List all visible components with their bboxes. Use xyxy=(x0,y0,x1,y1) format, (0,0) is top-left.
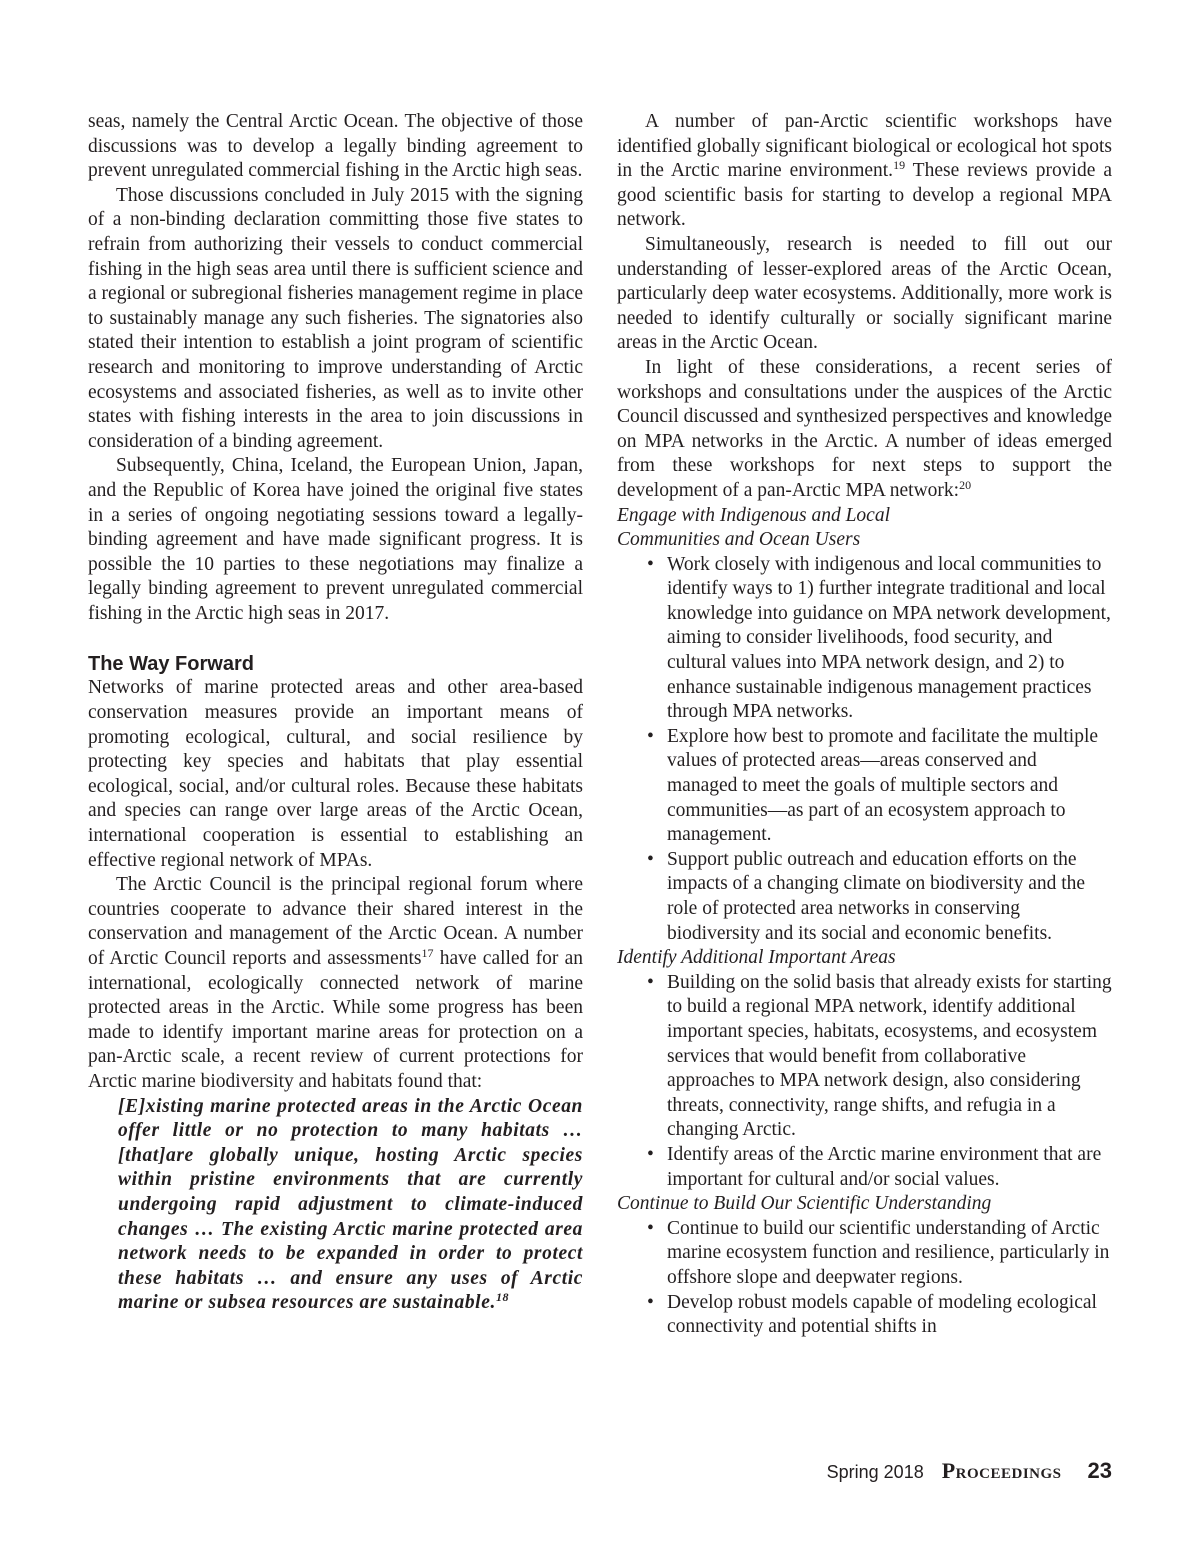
block-quote xyxy=(118,1095,583,1316)
publication-name: Proceedings xyxy=(941,1458,1062,1483)
quote-text: [E]xisting marine protected areas in the Arctic Ocean offer little or no protection to many habitats … [that]are globally unique, hosting Arctic species within pristine environments that are currently undergoing rapid adjustment to climate-induced changes … The existing Arctic marine protected area network needs to be expanded in order to protect these habitats … and ensure any uses of Arctic marine or subsea resources are sustainable. xyxy=(118,1095,583,1314)
page-number: 23 xyxy=(1087,1458,1112,1483)
bullet-icon: • xyxy=(647,1143,654,1165)
bullet-list xyxy=(617,1217,1112,1340)
text: A number of pan-Arctic scientific workshops have identified globally significant biological or ecological hot spots in the Arctic marine environment. xyxy=(617,111,1112,182)
bullet-icon: • xyxy=(647,553,654,575)
paragraph: Subsequently, China, Iceland, the European Union, Japan, and the Republic of Korea have joined the original five states in a series of ongoing negotiating sessions toward a legally-binding agreement and have made significant progress. It is possible the 10 parties to these negotiations may finalize a legally binding agreement to prevent unregulated commercial fishing in the Arctic high seas in 2017. xyxy=(88,455,583,624)
paragraph: Networks of marine protected areas and other area-based conservation measures provide an important means of promoting ecological, cultural, and social resilience by protecting key species and habitats that play essential ecological, social, and/or cultural roles. Because these habitats and species can range over large areas of the Arctic Ocean, international cooperation is essential to establishing an effective regional network of MPAs. xyxy=(88,677,583,871)
bullet-icon: • xyxy=(647,971,654,993)
paragraph xyxy=(617,110,1112,233)
list-item xyxy=(647,971,1112,1143)
text: have called for an international, ecologically connected network of marine protected areas in the Arctic. While some progress has been made to identify important marine areas for protection on a pan-Arctic scale, a recent review of current protections for Arctic marine biodiversity and habitats found that: xyxy=(88,948,583,1092)
bullet-icon: • xyxy=(647,848,654,870)
list-item-text: Support public outreach and education efforts on the impacts of a changing climate on biodiversity and the role of protected area networks in conserving biodiversity and its social and economic benefits. xyxy=(667,848,1086,944)
footnote-ref: 18 xyxy=(495,1290,510,1305)
page-footer xyxy=(827,1458,1112,1484)
bullet-icon: • xyxy=(647,1291,654,1313)
left-column xyxy=(88,110,583,1316)
right-column xyxy=(617,110,1112,1340)
subheading: Engage with Indigenous and Local xyxy=(617,504,890,526)
paragraph: seas, namely the Central Arctic Ocean. The objective of those discussions was to develop a legally binding agreement to prevent unregulated commercial fishing in the Arctic high seas. xyxy=(88,111,583,182)
bullet-list xyxy=(617,553,1112,947)
list-item-text: Identify areas of the Arctic marine environment that are important for cultural and/or social values. xyxy=(667,1143,1102,1190)
list-item xyxy=(647,848,1112,946)
list-item xyxy=(647,725,1112,848)
paragraph: Those discussions concluded in July 2015 with the signing of a non-binding declaration committing those five states to refrain from authorizing their vessels to conduct commercial fishing in the high seas area until there is sufficient science and a regional or subregional fisheries management regime in place to sustainably manage any such fisheries. The signatories also stated their intention to establish a joint program of scientific research and monitoring to improve understanding of Arctic ecosystems and associated fisheries, as well as to invite other states with fishing interests in the area to join discussions in consideration of a binding agreement. xyxy=(88,184,583,452)
bullet-icon: • xyxy=(647,725,654,747)
list-item xyxy=(647,1291,1112,1340)
issue-season: Spring 2018 xyxy=(826,1462,924,1482)
bullet-icon: • xyxy=(647,1217,654,1239)
list-item-text: Building on the solid basis that already exists for starting to build a regional MPA network, identify additional important species, habitats, ecosystems, and ecosystem services that would benefit from collaborative approaches to MPA network design, also considering threats, connectivity, range shifts, and refugia in a changing Arctic. xyxy=(667,971,1112,1141)
section-heading: The Way Forward xyxy=(88,653,254,676)
list-item-text: Work closely with indigenous and local communities to identify ways to 1) further integrate traditional and local knowledge into guidance on MPA network development, aiming to consider livelihoods, food security, and cultural values into MPA network design, and 2) to enhance sustainable indigenous management practices through MPA networks. xyxy=(667,553,1111,723)
text: The Arctic Council is the principal regional forum where countries cooperate to advance their shared interest in the conservation and management of the Arctic Ocean. A number of Arctic Council reports and assessments xyxy=(88,874,583,969)
text: In light of these considerations, a recent series of workshops and consultations under the auspices of the Arctic Council discussed and synthesized perspectives and knowledge on MPA networks in the Arctic. A number of ideas emerged from these workshops for next steps to support the development of a pan-Arctic MPA network: xyxy=(617,356,1112,501)
subheading: Continue to Build Our Scientific Understanding xyxy=(617,1193,992,1215)
list-item-text: Explore how best to promote and facilitate the multiple values of protected areas—areas conserved and managed to meet the goals of multiple sectors and communities—as part of an ecosystem approach to management. xyxy=(667,725,1099,846)
bullet-list xyxy=(617,971,1112,1192)
paragraph xyxy=(617,356,1112,504)
list-item-text: Develop robust models capable of modeling ecological connectivity and potential shifts in xyxy=(667,1291,1097,1338)
paragraph: Simultaneously, research is needed to fill out our understanding of lesser-explored areas of the Arctic Ocean, particularly deep water ecosystems. Additionally, more work is needed to identify culturally or socially significant marine areas in the Arctic Ocean. xyxy=(617,233,1112,354)
list-item xyxy=(647,1143,1112,1192)
footnote-ref: 20 xyxy=(959,477,972,492)
footnote-ref: 19 xyxy=(893,158,906,173)
text: These reviews provide a good scientific basis for starting to develop a regional MPA network. xyxy=(617,160,1112,231)
footnote-ref: 17 xyxy=(421,946,434,960)
list-item-text: Continue to build our scientific understanding of Arctic marine ecosystem function and resilience, particularly in offshore slope and deepwater regions. xyxy=(667,1217,1110,1288)
list-item xyxy=(647,1217,1112,1291)
paragraph xyxy=(88,873,583,1094)
subheading: Communities and Ocean Users xyxy=(617,529,861,551)
subheading: Identify Additional Important Areas xyxy=(617,947,896,969)
list-item xyxy=(647,553,1112,725)
